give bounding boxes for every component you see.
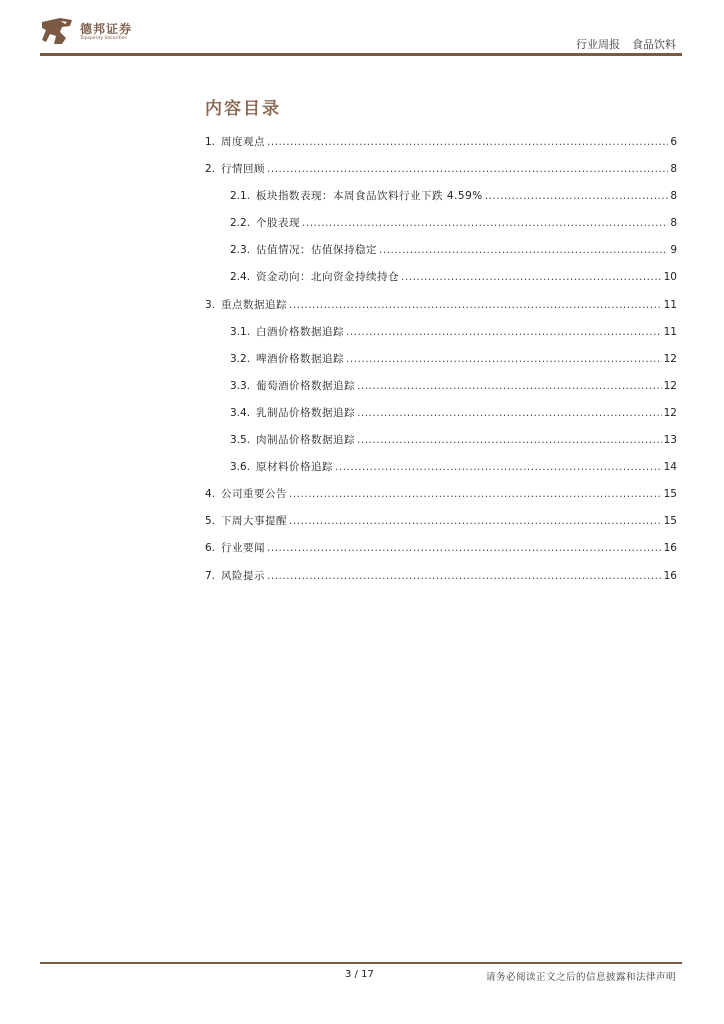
toc-entry-number: 3.4. xyxy=(230,406,251,419)
toc-leader-dots xyxy=(302,217,668,230)
toc-entry-page: 12 xyxy=(663,379,677,392)
table-of-contents xyxy=(205,136,677,597)
toc-entry-number: 2. xyxy=(205,163,216,176)
logo-chinese-name: 德邦证券 xyxy=(80,22,133,36)
toc-subentry[interactable] xyxy=(205,326,677,339)
toc-entry-number: 2.4. xyxy=(230,271,251,284)
toc-entry-page: 6 xyxy=(670,136,677,148)
toc-subentry[interactable] xyxy=(205,434,677,447)
industry-name: 食品饮料 xyxy=(632,38,676,51)
toc-leader-dots xyxy=(357,434,662,447)
toc-entry-number: 6. xyxy=(205,542,216,555)
toc-entry-number: 4. xyxy=(205,488,216,501)
toc-entry-label: 肉制品价格数据追踪 xyxy=(256,434,356,447)
toc-entry-label: 行情回顾 xyxy=(221,163,266,176)
toc-entry-number: 2.2. xyxy=(230,217,251,230)
toc-leader-dots xyxy=(401,271,662,284)
toc-entry-number: 5. xyxy=(205,515,216,528)
toc-leader-dots xyxy=(335,461,662,474)
toc-entry-page: 13 xyxy=(663,434,677,447)
toc-entry-label: 个股表现 xyxy=(256,217,301,230)
logo-english-name: Topsperity Securities xyxy=(80,36,127,41)
toc-entry-number: 3.3. xyxy=(230,379,251,392)
toc-subentry[interactable] xyxy=(205,217,677,230)
toc-leader-dots xyxy=(379,244,668,257)
page-indicator: 3 / 17 xyxy=(345,969,374,980)
header-divider xyxy=(40,53,682,56)
report-type: 行业周报 xyxy=(576,38,620,51)
toc-leader-dots xyxy=(267,542,662,555)
toc-entry-number: 3.2. xyxy=(230,352,251,365)
toc-entry-label: 周度观点 xyxy=(221,136,266,148)
toc-entry-label: 白酒价格数据追踪 xyxy=(256,325,345,338)
toc-entry-label: 重点数据追踪 xyxy=(221,298,288,311)
page-header xyxy=(40,14,682,56)
toc-subentry[interactable] xyxy=(205,407,677,420)
toc-entry[interactable] xyxy=(205,542,677,555)
toc-entry-page: 10 xyxy=(663,271,677,284)
toc-entry-number: 7. xyxy=(205,569,216,582)
toc-subentry[interactable] xyxy=(205,244,677,257)
toc-entry-page: 8 xyxy=(670,163,677,176)
toc-leader-dots xyxy=(346,353,662,366)
toc-entry[interactable] xyxy=(205,488,677,501)
toc-entry-page: 8 xyxy=(670,190,677,203)
toc-entry-label: 公司重要公告 xyxy=(221,488,288,501)
toc-leader-dots xyxy=(267,570,662,583)
footer-divider xyxy=(40,962,682,964)
toc-entry-number: 2.3. xyxy=(230,244,251,257)
toc-entry-label: 板块指数表现：本周食品饮料行业下跌 4.59% xyxy=(256,190,483,203)
toc-leader-dots xyxy=(289,515,662,528)
toc-entry-number: 3.1. xyxy=(230,325,251,338)
toc-entry-page: 16 xyxy=(663,569,677,582)
footer-disclaimer: 请务必阅读正文之后的信息披露和法律声明 xyxy=(485,972,676,983)
toc-leader-dots xyxy=(485,190,669,203)
toc-entry-page: 16 xyxy=(663,542,677,555)
toc-leader-dots xyxy=(346,326,662,339)
toc-entry[interactable] xyxy=(205,570,677,583)
toc-entry-label: 资金动向：北向资金持续持仓 xyxy=(256,271,400,284)
toc-entry[interactable] xyxy=(205,163,677,176)
toc-entry-label: 估值情况：估值保持稳定 xyxy=(256,244,378,257)
toc-entry-page: 9 xyxy=(670,244,677,257)
toc-entry[interactable] xyxy=(205,136,677,149)
toc-entry-number: 1. xyxy=(205,136,216,148)
toc-leader-dots xyxy=(289,299,662,312)
toc-entry-page: 11 xyxy=(663,298,677,311)
toc-entry-number: 3.5. xyxy=(230,434,251,447)
toc-entry-page: 8 xyxy=(670,217,677,230)
toc-subentry[interactable] xyxy=(205,461,677,474)
toc-subentry[interactable] xyxy=(205,353,677,366)
toc-subentry[interactable] xyxy=(205,380,677,393)
toc-entry-label: 原材料价格追踪 xyxy=(256,461,334,474)
toc-entry[interactable] xyxy=(205,299,677,312)
toc-entry-label: 啤酒价格数据追踪 xyxy=(256,352,345,365)
toc-entry-number: 3.6. xyxy=(230,461,251,474)
toc-entry-label: 行业要闻 xyxy=(221,542,266,555)
toc-title: 内容目录 xyxy=(205,99,281,119)
company-logo xyxy=(40,14,160,48)
header-report-info xyxy=(576,36,676,52)
toc-entry-page: 15 xyxy=(663,488,677,501)
toc-entry-label: 风险提示 xyxy=(221,569,266,582)
toc-entry-page: 15 xyxy=(663,515,677,528)
toc-subentry[interactable] xyxy=(205,190,677,203)
toc-entry-page: 12 xyxy=(663,352,677,365)
toc-entry-page: 14 xyxy=(663,461,677,474)
toc-leader-dots xyxy=(267,163,668,176)
toc-entry-number: 2.1. xyxy=(230,190,251,203)
toc-entry[interactable] xyxy=(205,515,677,528)
toc-entry-page: 12 xyxy=(663,406,677,419)
company-logo-icon xyxy=(40,16,74,46)
toc-entry-number: 3. xyxy=(205,298,216,311)
toc-entry-label: 乳制品价格数据追踪 xyxy=(256,406,356,419)
toc-subentry[interactable] xyxy=(205,271,677,284)
toc-entry-page: 11 xyxy=(663,325,677,338)
toc-leader-dots xyxy=(357,407,662,420)
toc-leader-dots xyxy=(357,380,662,393)
toc-leader-dots xyxy=(289,488,662,501)
toc-leader-dots xyxy=(267,136,668,149)
toc-entry-label: 下周大事提醒 xyxy=(221,515,288,528)
toc-entry-label: 葡萄酒价格数据追踪 xyxy=(256,379,356,392)
